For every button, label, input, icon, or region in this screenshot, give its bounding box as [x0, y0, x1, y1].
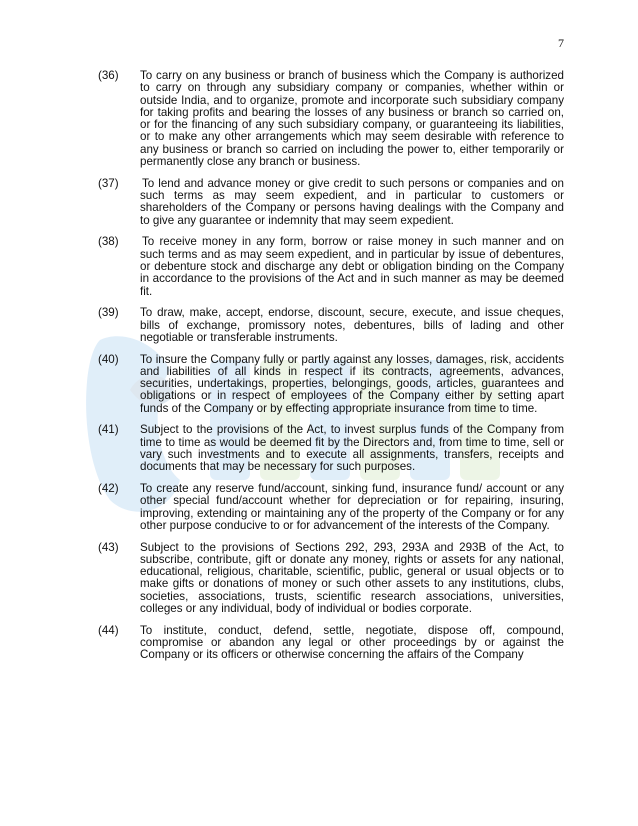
clause-41 [98, 424, 564, 473]
clause-number: (36) [98, 69, 119, 82]
clause-number: (37) [98, 176, 119, 190]
clause-text: Subject to the provisions of Sections 292, 293, 293A and 293B of the Act, to subscribe, contribute, gift or donate any money, rights or assets for any national, educational, religious, charitable, scientific, public, general or usual objects or to make gifts or donations of money or such other assets to any institutions, clubs, societies, associations, trusts, scientific research associations, universities, colleges or any individual, body of individual or bodies corporate. [140, 540, 564, 616]
page-number: 7 [558, 36, 564, 50]
clause-list [98, 70, 564, 671]
clause-text: To carry on any business or branch of business which the Company is authorized to carry on through any subsidiary company or companies, whether within or outside India, and to organize, promote and incorporate such subsidiary company for taking profits and bearing the losses of any business or branch so carried on, or for the financing of any such subsidiary company, or guaranteeing its liabilities, or to make any other arrangements which may seem desirable with reference to any business or branch so carried on including the power to, either temporarily or permanently close any branch or business. [140, 69, 564, 169]
clause-text: Subject to the provisions of the Act, to invest surplus funds of the Company from time to time as would be deemed fit by the Directors and, from time to time, sell or vary such investments and to execute all assignments, transfers, receipts and documents that may be necessary for such purposes. [140, 423, 564, 474]
clause-number: (40) [98, 352, 119, 366]
clause-36 [98, 70, 564, 168]
clause-number: (44) [98, 623, 119, 637]
clause-43 [98, 542, 564, 616]
clause-number: (43) [98, 540, 119, 554]
clause-number: (41) [98, 423, 119, 437]
clause-39 [98, 307, 564, 344]
clause-text: To lend and advance money or give credit to such persons or companies and on such terms as may seem expedient, and in particular to customers or shareholders of the Company or persons having dealings with the Company and to give any guarantee or indemnity that may seem expedient. [140, 176, 564, 227]
clause-text: To create any reserve fund/account, sinking fund, insurance fund/ account or any other special fund/account whether for depreciation or for repairing, insuring, improving, extending or maintaining any of the property of the Company or for any other purpose conducive to or for advancement of the interests of the Company. [140, 481, 564, 532]
clause-44 [98, 625, 564, 662]
clause-number: (42) [98, 481, 119, 495]
clause-text: To insure the Company fully or partly against any losses, damages, risk, accidents and liabilities of all kinds in respect if its contracts, agreements, advances, securities, undertakings, properties, belongings, goods, articles, guarantees and obligations or in respect of employees of the Company either by setting apart funds of the Company or by effecting appropriate insurance from time to time. [140, 352, 564, 415]
clause-text: To receive money in any form, borrow or raise money in such manner and on such terms and as may seem expedient, and in particular by issue of debentures, or debenture stock and discharge any debt or obligation binding on the Company in accordance to the provisions of the Act and in such manner as may be deemed fit. [140, 235, 564, 298]
clause-number: (39) [98, 306, 119, 320]
clause-text: To institute, conduct, defend, settle, negotiate, dispose off, compound, compromise or abandon any legal or other proceedings by or against the Company or its officers or otherwise concerning the affairs of the Company [140, 623, 564, 662]
clause-40 [98, 354, 564, 415]
clause-text: To draw, make, accept, endorse, discount, secure, execute, and issue cheques, bills of exchange, promissory notes, debentures, bills of lading and other negotiable or transferable instruments. [140, 306, 564, 344]
clause-number: (38) [98, 235, 119, 249]
clause-42 [98, 483, 564, 532]
clause-38 [98, 236, 564, 297]
clause-37 [98, 178, 564, 227]
